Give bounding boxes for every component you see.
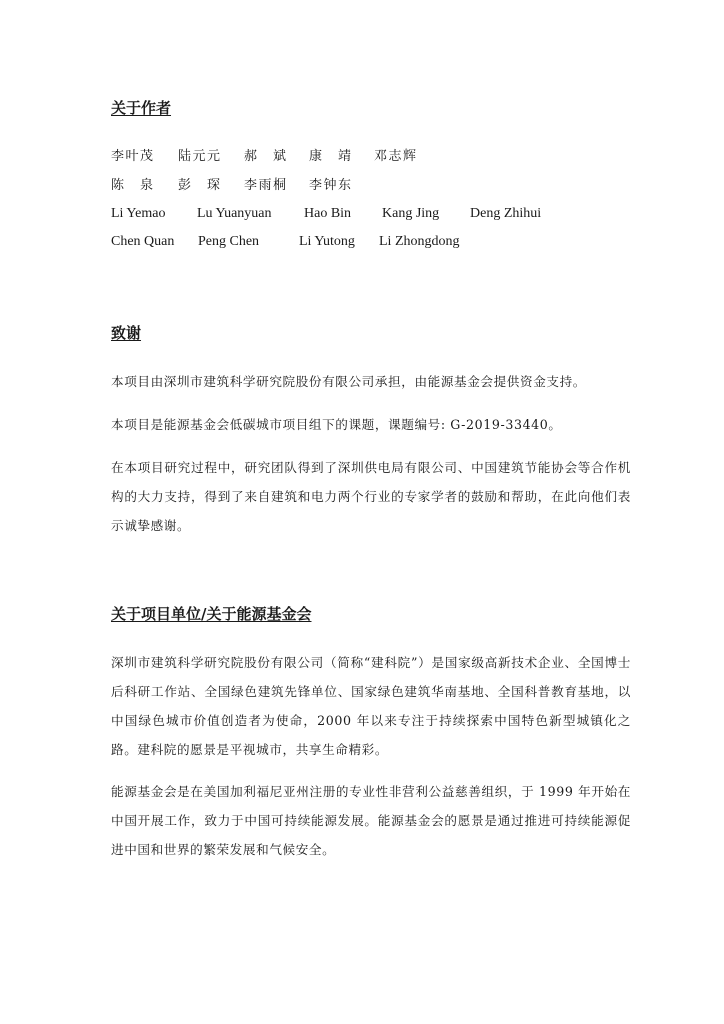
author-name-cn: 李雨桐 xyxy=(244,178,288,193)
author-name-cn: 康 靖 xyxy=(309,149,353,164)
author-name-cn: 陆元元 xyxy=(178,149,222,164)
acknowledgement-paragraph: 本项目由深圳市建筑科学研究院股份有限公司承担，由能源基金会提供资金支持。 xyxy=(111,374,586,389)
acknowledgement-paragraph: 在本项目研究过程中，研究团队得到了深圳供电局有限公司、中国建筑节能协会等合作机构的大力支持，得到了来自建筑和电力两个行业的专家学者的鼓励和帮助，在此向他们表示诚挚感谢。 xyxy=(111,460,631,533)
author-name-cn: 郝 斌 xyxy=(244,149,288,164)
about-paragraph: 能源基金会是在美国加利福尼亚州注册的专业性非营利公益慈善组织，于 1999 年开始在中国开展工作，致力于中国可持续能源发展。能源基金会的愿景是通过推进可持续能源促进中国和世界的繁荣发展和气候安全。 xyxy=(111,784,631,857)
author-name-en: Chen Quan xyxy=(111,234,175,249)
author-name-en: Hao Bin xyxy=(304,206,352,221)
author-name-en: Li Zhongdong xyxy=(379,234,460,249)
author-name-cn: 彭 琛 xyxy=(178,178,222,193)
author-name-en: Kang Jing xyxy=(382,206,440,221)
acknowledgements-heading: 致谢 xyxy=(111,324,142,342)
author-name-en: Li Yutong xyxy=(299,234,355,249)
author-name-cn: 李钟东 xyxy=(309,178,353,193)
author-name-en: Deng Zhihui xyxy=(470,206,542,221)
author-name-cn: 李叶茂 xyxy=(111,149,155,164)
author-name-en: Li Yemao xyxy=(111,206,166,221)
author-name-cn: 陈 泉 xyxy=(111,178,155,193)
about-paragraph: 深圳市建筑科学研究院股份有限公司（简称“建科院”）是国家级高新技术企业、全国博士后科研工作站、全国绿色建筑先锋单位、国家绿色建筑华南基地、全国科普教育基地，以中国绿色城市价值创造者为使命，2000 年以来专注于持续探索中国特色新型城镇化之路。建科院的愿景是平视城市，共享生命精彩。 xyxy=(111,655,631,757)
about-heading: 关于项目单位/关于能源基金会 xyxy=(111,605,312,623)
author-name-en: Peng Chen xyxy=(198,234,260,249)
authors-heading: 关于作者 xyxy=(111,99,172,117)
author-name-en: Lu Yuanyuan xyxy=(197,206,272,221)
author-name-cn: 邓志辉 xyxy=(374,149,418,164)
acknowledgement-paragraph: 本项目是能源基金会低碳城市项目组下的课题，课题编号: G-2019-33440。 xyxy=(111,417,562,432)
